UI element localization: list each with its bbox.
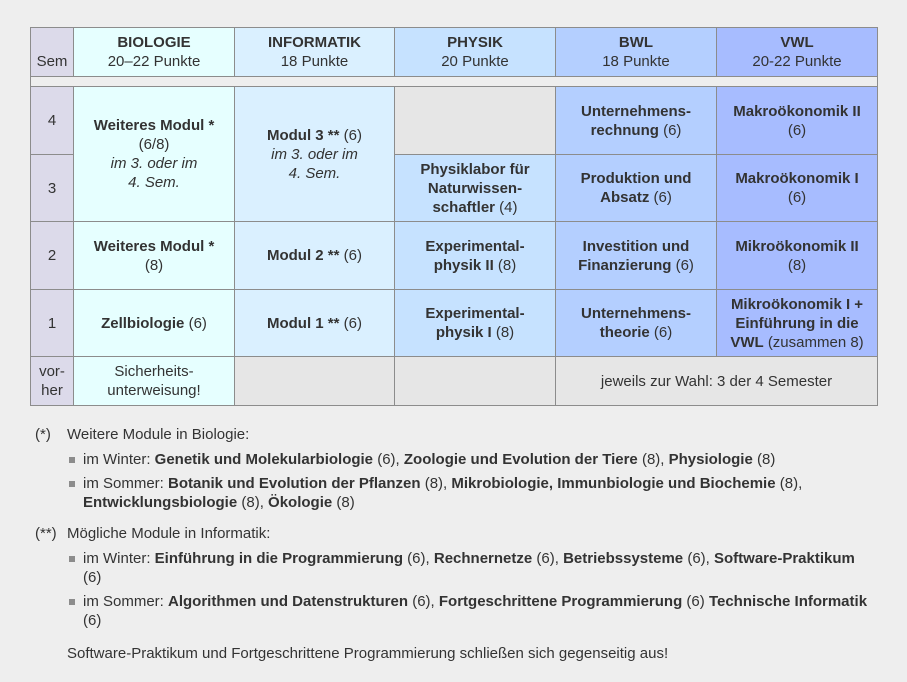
inf-sem-1-cell: Modul 1 ** (6)	[235, 290, 395, 357]
vorher-row	[31, 357, 878, 406]
bio-vorher-cell: Sicherheits- unterweisung!	[74, 357, 235, 406]
inf-summer-item: im Sommer: Algorithmen und Datenstrukturen (6), Fortgeschrittene Programmierung (6) Technische Informatik (6)	[83, 592, 875, 630]
phy-sem-3-cell: Physiklabor für Naturwissen- schaftler (4)	[395, 155, 556, 222]
vwl-sem-1-cell: Mikroökonomik I + Einführung in die VWL (zusammen 8)	[717, 290, 878, 357]
sem-4-label: 4	[31, 87, 74, 155]
vwl-sem-4-cell: Makroökonomik II (6)	[717, 87, 878, 155]
bio-sem-3-4-cell: Weiteres Modul * (6/8) im 3. oder im 4. Sem.	[74, 87, 235, 222]
inf-vorher-empty	[235, 357, 395, 406]
bio-winter-item: im Winter: Genetik und Molekularbiologie (6), Zoologie und Evolution der Tiere (8), Physiologie (8)	[83, 450, 875, 469]
phy-sem-4-empty	[395, 87, 556, 155]
sem-1-label: 1	[31, 290, 74, 357]
bio-note-title: Weitere Module in Biologie:	[67, 426, 250, 443]
bwl-sem-1-cell: Unternehmens- theorie (6)	[556, 290, 717, 357]
phy-vorher-empty	[395, 357, 556, 406]
bwl-sem-3-cell: Produktion und Absatz (6)	[556, 155, 717, 222]
inf-winter-item: im Winter: Einführung in die Programmierung (6), Rechnernetze (6), Betriebssysteme (6), Software-Praktikum (6)	[83, 549, 875, 587]
sem-header: Sem	[31, 28, 74, 77]
header-row	[31, 28, 878, 77]
bio-sem-2-cell: Weiteres Modul * (8)	[74, 222, 235, 290]
bio-note-heading	[35, 425, 875, 444]
vwl-header: VWL 20-22 Punkte	[717, 28, 878, 77]
vorher-label: vor- her	[31, 357, 74, 406]
semester-4-row	[31, 87, 878, 155]
study-plan-table	[30, 27, 878, 406]
informatik-header: INFORMATIK 18 Punkte	[235, 28, 395, 77]
choice-note-cell: jeweils zur Wahl: 3 der 4 Semester	[556, 357, 878, 406]
bwl-sem-4-cell: Unternehmens- rechnung (6)	[556, 87, 717, 155]
bwl-header: BWL 18 Punkte	[556, 28, 717, 77]
inf-sem-3-4-cell: Modul 3 ** (6) im 3. oder im 4. Sem.	[235, 87, 395, 222]
bio-summer-item: im Sommer: Botanik und Evolution der Pflanzen (8), Mikrobiologie, Immunbiologie und Biochemie (8), Entwicklungsbiologie (8), Ökologie (8)	[83, 474, 875, 512]
bwl-sem-2-cell: Investition und Finanzierung (6)	[556, 222, 717, 290]
phy-sem-2-cell: Experimental- physik II (8)	[395, 222, 556, 290]
sem-3-label: 3	[31, 155, 74, 222]
inf-note-heading	[35, 524, 875, 543]
spacer-row	[31, 77, 878, 87]
sem-2-label: 2	[31, 222, 74, 290]
semester-1-row	[31, 290, 878, 357]
inf-sem-2-cell: Modul 2 ** (6)	[235, 222, 395, 290]
inf-module-list	[35, 549, 875, 630]
inf-note-mark: (**)	[35, 525, 57, 542]
biologie-header: BIOLOGIE 20–22 Punkte	[74, 28, 235, 77]
phy-sem-1-cell: Experimental- physik I (8)	[395, 290, 556, 357]
physik-header: PHYSIK 20 Punkte	[395, 28, 556, 77]
exclusion-note: Software-Praktikum und Fortgeschrittene Programmierung schließen sich gegenseitig aus!	[67, 645, 669, 662]
inf-note-title: Mögliche Module in Informatik:	[67, 525, 271, 542]
vwl-sem-2-cell: Mikroökonomik II (8)	[717, 222, 878, 290]
vwl-sem-3-cell: Makroökonomik I (6)	[717, 155, 878, 222]
footnotes	[35, 425, 875, 663]
bio-note-mark: (*)	[35, 426, 51, 443]
bio-sem-1-cell: Zellbiologie (6)	[74, 290, 235, 357]
semester-2-row	[31, 222, 878, 290]
bio-module-list	[35, 450, 875, 512]
